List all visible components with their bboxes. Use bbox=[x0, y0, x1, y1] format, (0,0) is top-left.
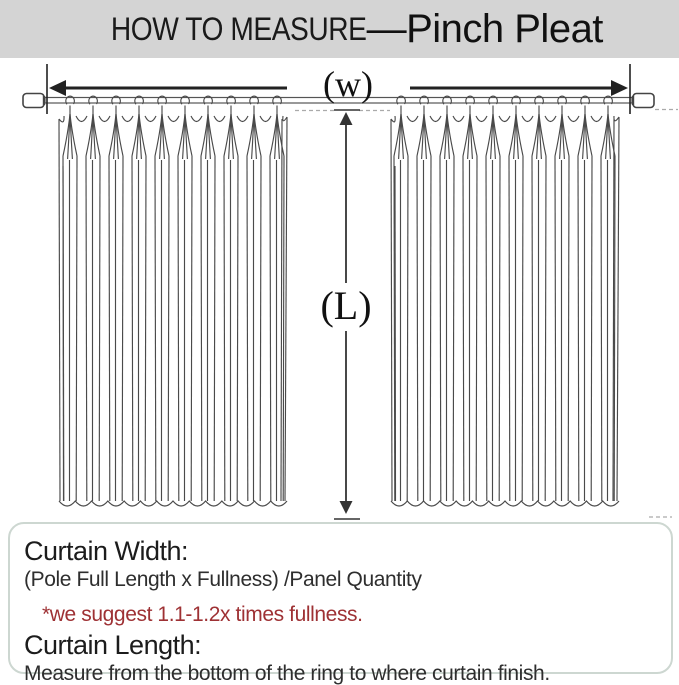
pinch-pleat bbox=[555, 96, 569, 501]
fullness-note: *we suggest 1.1-1.2x times fullness. bbox=[42, 603, 363, 627]
pinch-pleat bbox=[417, 96, 431, 501]
pinch-pleat bbox=[224, 96, 238, 501]
pinch-pleat bbox=[509, 96, 523, 501]
right-curtain-panel bbox=[391, 96, 619, 506]
info-box bbox=[8, 522, 673, 685]
curtain-length-heading: Curtain Length: bbox=[24, 629, 202, 660]
pinch-pleat bbox=[532, 96, 546, 501]
pinch-pleat bbox=[463, 96, 477, 501]
pinch-pleat bbox=[63, 96, 77, 501]
pinch-pleat bbox=[132, 96, 146, 501]
left-curtain-panel bbox=[59, 96, 287, 506]
length-label: (L) bbox=[320, 283, 372, 328]
pinch-pleat bbox=[201, 96, 215, 501]
pinch-pleat bbox=[155, 96, 169, 501]
rod-finial-left-icon bbox=[23, 94, 44, 108]
width-label: (w) bbox=[323, 64, 373, 104]
pinch-pleat bbox=[86, 96, 100, 501]
curtain-width-formula: (Pole Full Length x Fullness) /Panel Quantity bbox=[24, 568, 422, 592]
curtain-length-text: Measure from the bottom of the ring to where curtain finish. bbox=[24, 661, 550, 685]
header-title-dash: — bbox=[366, 6, 407, 51]
pinch-pleat bbox=[578, 96, 592, 501]
rod-finial-right-icon bbox=[633, 94, 654, 108]
header-title-right: Pinch Pleat bbox=[406, 6, 603, 51]
pinch-pleat bbox=[486, 96, 500, 501]
pinch-pleat bbox=[394, 96, 408, 501]
pinch-pleat bbox=[178, 96, 192, 501]
pinch-pleat bbox=[247, 96, 261, 501]
curtain-width-heading: Curtain Width: bbox=[24, 536, 189, 566]
pinch-pleat bbox=[109, 96, 123, 501]
header-title-left: HOW TO MEASURE bbox=[110, 10, 367, 47]
pinch-pleat bbox=[440, 96, 454, 501]
